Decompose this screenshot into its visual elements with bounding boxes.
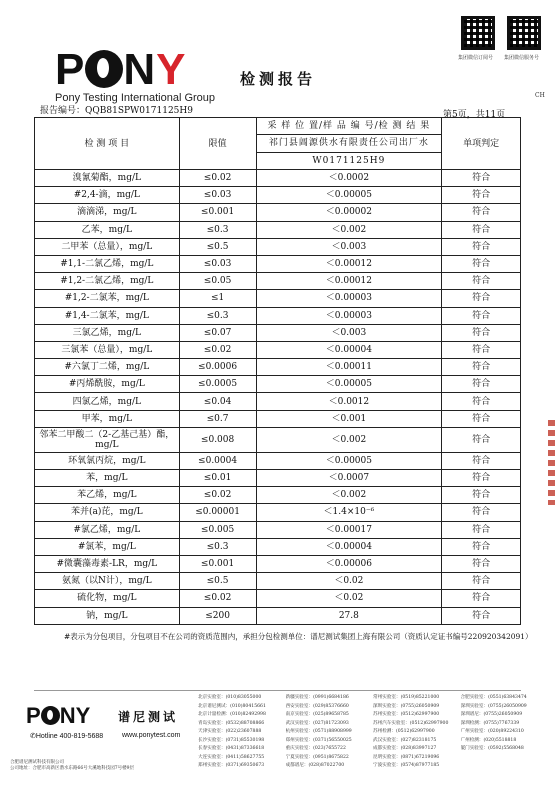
table-row (35, 393, 521, 410)
table-row (35, 427, 521, 452)
table-row (35, 607, 521, 624)
header-sample-line3: W0171125H9 (256, 152, 442, 169)
cell-limit: ≤0.02 (179, 487, 256, 504)
cell-limit: ≤0.001 (179, 555, 256, 572)
qr-code-service-icon (507, 16, 541, 50)
table-row (35, 204, 521, 221)
cell-judge: 符合 (442, 427, 521, 452)
cell-judge: 符合 (442, 273, 521, 290)
table-row (35, 307, 521, 324)
cell-result: ＜0.00003 (256, 307, 442, 324)
cell-limit: ≤0.05 (179, 273, 256, 290)
lab-contact: 大连实验室：(0411)58627755 (198, 754, 265, 760)
table-row (35, 452, 521, 469)
lab-contact: 武汉实验室：(027)82318175 (373, 737, 437, 743)
cell-item: 苯，mg/L (35, 470, 180, 487)
cell-item: #氯苯，mg/L (35, 538, 180, 555)
cell-item: 三氯乙烯，mg/L (35, 324, 180, 341)
cell-item: 苯并(a)芘，mg/L (35, 504, 180, 521)
lab-contact: 厦门实验室：(0592)5568048 (460, 746, 524, 751)
cell-limit: ≤0.5 (179, 238, 256, 255)
cell-limit: ≤0.0006 (179, 359, 256, 376)
lab-contact: 重庆实验室：(023)7655722 (285, 746, 346, 751)
table-row (35, 341, 521, 358)
cell-judge: 符合 (442, 341, 521, 358)
cell-limit: ≤0.5 (179, 573, 256, 590)
footnote: #表示为分包项目，分包项目不在公司的资质范围内，承担分包检测单位：谱尼测试集团上海有限公司（资质认定证书编号220920342091） (64, 632, 533, 641)
report-number (40, 103, 193, 116)
lab-contact: 常州实验室：(0519)85221000 (373, 695, 440, 700)
cell-result: ＜0.001 (256, 410, 442, 427)
lab-contact: 武汉实验室：(027)81723093 (285, 720, 349, 726)
table-row (35, 573, 521, 590)
cell-item: 三氯苯（总量），mg/L (35, 341, 180, 358)
cell-result: ＜0.00011 (256, 359, 442, 376)
cell-limit: ≤0.02 (179, 590, 256, 607)
lab-contact: 天津实验室：(022)23607888 (198, 729, 262, 734)
cell-limit: ≤200 (179, 607, 256, 624)
cell-judge: 符合 (442, 170, 521, 187)
qr-code-subscription-icon (461, 16, 495, 50)
cell-judge: 符合 (442, 376, 521, 393)
cell-item: #1,2-二氯乙烯，mg/L (35, 273, 180, 290)
cell-item: 滴滴涕，mg/L (35, 204, 180, 221)
header-limit: 限值 (179, 118, 256, 170)
document-title: 检测报告 (240, 70, 317, 88)
table-row (35, 359, 521, 376)
lab-contact: 郑州实验室：(0371)56550025 (285, 737, 352, 743)
lab-contact: 北京谱尼测试：(010)80415661 (198, 703, 266, 709)
cell-item: #丙烯酰胺，mg/L (35, 376, 180, 393)
cell-limit: ≤0.005 (179, 521, 256, 538)
cell-result: ＜0.002 (256, 487, 442, 504)
footer-divider (34, 690, 521, 691)
lab-contact: 西安实验室：(029)85376660 (285, 703, 349, 709)
cell-result: ＜0.00012 (256, 273, 442, 290)
cell-result: ＜0.00005 (256, 187, 442, 204)
cell-result: ＜0.00005 (256, 452, 442, 469)
table-row (35, 221, 521, 238)
cell-item: 硫化物，mg/L (35, 590, 180, 607)
lab-contact: 青岛实验室：(0532)88708866 (198, 720, 265, 726)
cell-limit: ≤0.02 (179, 170, 256, 187)
lab-contact: 宁夏实验室：(0951)8675822 (285, 754, 349, 760)
cell-item: 苯乙烯，mg/L (35, 487, 180, 504)
logo-group-name: Pony Testing International Group (55, 92, 216, 104)
table-row (35, 255, 521, 272)
cell-item: 氨氮（以N计），mg/L (35, 573, 180, 590)
cell-limit: ≤0.03 (179, 255, 256, 272)
cell-judge: 符合 (442, 221, 521, 238)
cell-result: ＜0.00012 (256, 255, 442, 272)
table-row (35, 590, 521, 607)
cell-limit: ≤0.0005 (179, 376, 256, 393)
lab-contact: 长沙实验室：(0731)85530198 (198, 737, 265, 743)
cell-judge: 符合 (442, 238, 521, 255)
footer-logo: P NY (26, 703, 91, 728)
cell-item: #1,1-二氯乙烯，mg/L (35, 255, 180, 272)
cell-result: ＜0.0002 (256, 170, 442, 187)
results-table (34, 117, 521, 625)
footer-website: www.ponytest.com (122, 732, 181, 739)
lab-contact: 苏州实验室：(0512)62997900 (373, 712, 440, 717)
lab-contact: 南京实验室：(025)89658785 (285, 712, 349, 717)
cell-judge: 符合 (442, 255, 521, 272)
footer-company-address: 公司地址：合肥市高新区潜水东路66号大溪地科技园7号楼9层 (10, 766, 134, 771)
cell-judge: 符合 (442, 359, 521, 376)
seal-stamp-edge (548, 420, 555, 505)
table-row (35, 273, 521, 290)
cell-judge: 符合 (442, 204, 521, 221)
lab-contact: 深圳实验室：(0755)26050909 (460, 703, 527, 709)
cell-result: ＜0.0012 (256, 393, 442, 410)
lab-contact: 深圳实验室：(0755)26050909 (373, 703, 440, 709)
cell-result: ＜0.00004 (256, 538, 442, 555)
footer-hotline-text: Hotline 400-819-5688 (35, 733, 104, 740)
cell-result: ＜0.02 (256, 573, 442, 590)
cell-judge: 符合 (442, 324, 521, 341)
page-info: 第5页，共11页 (443, 110, 506, 120)
cell-judge: 符合 (442, 487, 521, 504)
report-number-value: QQB81SPW0171125H9 (85, 106, 193, 116)
cell-limit: ≤0.001 (179, 204, 256, 221)
header-sample-line1: 采 样 位 置/样 品 编 号/检 测 结 果 (256, 118, 442, 135)
cell-result: ＜0.002 (256, 427, 442, 452)
cell-judge: 符合 (442, 187, 521, 204)
cell-judge: 符合 (442, 504, 521, 521)
cell-result: ＜0.00003 (256, 290, 442, 307)
cell-limit: ≤0.00001 (179, 504, 256, 521)
cell-result: ＜0.00005 (256, 376, 442, 393)
lab-contact: 广州实验室：(020)89224310 (460, 729, 524, 734)
cell-judge: 符合 (442, 290, 521, 307)
phone-icon: ✆ (30, 733, 36, 740)
pony-logo (55, 45, 216, 104)
cell-limit: ≤1 (179, 290, 256, 307)
cell-judge: 符合 (442, 452, 521, 469)
table-row (35, 470, 521, 487)
cell-result: ＜0.002 (256, 221, 442, 238)
cell-limit: ≤0.008 (179, 427, 256, 452)
lab-contact: 杭州实验室：(0571)88908999 (285, 729, 352, 734)
cell-limit: ≤0.0004 (179, 452, 256, 469)
cell-item: 环氧氯丙烷，mg/L (35, 452, 180, 469)
lab-contact: 郑州实验室：(0371)69350673 (198, 763, 265, 768)
table-row (35, 324, 521, 341)
header-sample-line2: 祁门县阊源供水有限责任公司出厂水 (256, 135, 442, 152)
cell-limit: ≤0.02 (179, 341, 256, 358)
pony-logo-word: P NY (55, 45, 187, 94)
cell-item: #1,4-二氯苯，mg/L (35, 307, 180, 324)
lab-contact: 长春实验室：(0431)87336618 (198, 746, 265, 751)
cell-limit: ≤0.3 (179, 538, 256, 555)
cell-result: ＜0.00002 (256, 204, 442, 221)
table-row (35, 170, 521, 187)
cell-result: ＜0.00004 (256, 341, 442, 358)
lab-contact: 北京计量检测：(010)82492998 (198, 712, 266, 717)
cell-judge: 符合 (442, 607, 521, 624)
cell-item: #六氯丁二烯，mg/L (35, 359, 180, 376)
cell-item: 四氯乙烯，mg/L (35, 393, 180, 410)
cell-judge: 符合 (442, 307, 521, 324)
lab-contact: 新疆实验室：(0991)6684186 (285, 695, 349, 700)
lab-contact: 苏州检测：(0512)62997900 (373, 729, 435, 734)
footer-lab-directory (198, 694, 548, 770)
cell-result: 27.8 (256, 607, 442, 624)
report-number-label: 报告编号： (40, 106, 86, 116)
cell-limit: ≤0.07 (179, 324, 256, 341)
cell-result: ＜0.003 (256, 324, 442, 341)
table-row (35, 538, 521, 555)
cell-judge: 符合 (442, 410, 521, 427)
lab-contact: 成都实验室：(028)83997127 (373, 746, 437, 751)
header-judge: 单项判定 (442, 118, 521, 170)
lab-contact: 广州检测：(020)5518818 (460, 737, 517, 743)
lab-contact: 苏州汽车实验室：(0512)62997900 (373, 720, 449, 726)
cell-result: ＜0.00006 (256, 555, 442, 572)
lab-contact: 成都谱尼：(028)87022700 (285, 763, 345, 768)
table-row (35, 521, 521, 538)
cell-item: #氯乙烯，mg/L (35, 521, 180, 538)
cell-item: 乙苯，mg/L (35, 221, 180, 238)
cell-item: #微囊藻毒素-LR，mg/L (35, 555, 180, 572)
cell-limit: ≤0.7 (179, 410, 256, 427)
lab-contact: 北京实验室：(010)83055000 (198, 695, 262, 700)
cell-item: 邻苯二甲酸二（2-乙基己基）酯，mg/L (35, 427, 180, 452)
cell-item: 二甲苯（总量），mg/L (35, 238, 180, 255)
cell-result: ＜0.00017 (256, 521, 442, 538)
footer-company (10, 760, 134, 772)
table-row (35, 487, 521, 504)
cell-result: ＜0.0007 (256, 470, 442, 487)
lab-contact (461, 754, 549, 762)
cell-item: #1,2-二氯苯，mg/L (35, 290, 180, 307)
cell-result: ＜0.003 (256, 238, 442, 255)
cell-limit: ≤0.3 (179, 307, 256, 324)
lab-contact (461, 762, 549, 770)
table-row (35, 290, 521, 307)
footer-company-name: 合肥谱尼测试科技有限公司 (10, 760, 64, 765)
cell-judge: 符合 (442, 555, 521, 572)
lab-contact: 昆明实验室：(0871)67219096 (373, 754, 440, 760)
cell-limit: ≤0.01 (179, 470, 256, 487)
cell-limit: ≤0.03 (179, 187, 256, 204)
table-row (35, 238, 521, 255)
table-row (35, 187, 521, 204)
lab-contact: 宁波实验室：(0574)87977185 (373, 763, 440, 768)
footer-hotline (30, 732, 103, 740)
cell-limit: ≤0.04 (179, 393, 256, 410)
cell-judge: 符合 (442, 521, 521, 538)
qr-label-service: 集团微信服务号 (504, 55, 540, 61)
lab-contact: 深圳谱尼：(0755)26050909 (460, 712, 523, 717)
cell-item: #2,4-滴，mg/L (35, 187, 180, 204)
header-item: 检 测 项 目 (35, 118, 180, 170)
cell-judge: 符合 (442, 470, 521, 487)
footer-brand-cn: 谱尼测试 (118, 710, 179, 724)
cell-result: ＜1.4×10⁻⁶ (256, 504, 442, 521)
corner-mark: CH (535, 92, 545, 99)
cell-limit: ≤0.3 (179, 221, 256, 238)
cell-judge: 符合 (442, 538, 521, 555)
qr-label-subscription: 集团微信订阅号 (458, 55, 494, 61)
cell-item: 甲苯，mg/L (35, 410, 180, 427)
cell-item: 溴氰菊酯，mg/L (35, 170, 180, 187)
cell-result: ＜0.02 (256, 590, 442, 607)
cell-judge: 符合 (442, 393, 521, 410)
table-row (35, 504, 521, 521)
lab-contact: 深圳检测：(0755)7767339 (460, 720, 520, 726)
table-row (35, 410, 521, 427)
cell-judge: 符合 (442, 590, 521, 607)
cell-judge: 符合 (442, 573, 521, 590)
table-row (35, 376, 521, 393)
table-row (35, 555, 521, 572)
cell-item: 钠，mg/L (35, 607, 180, 624)
lab-contact: 合肥实验室：(0551)63843474 (460, 695, 527, 700)
